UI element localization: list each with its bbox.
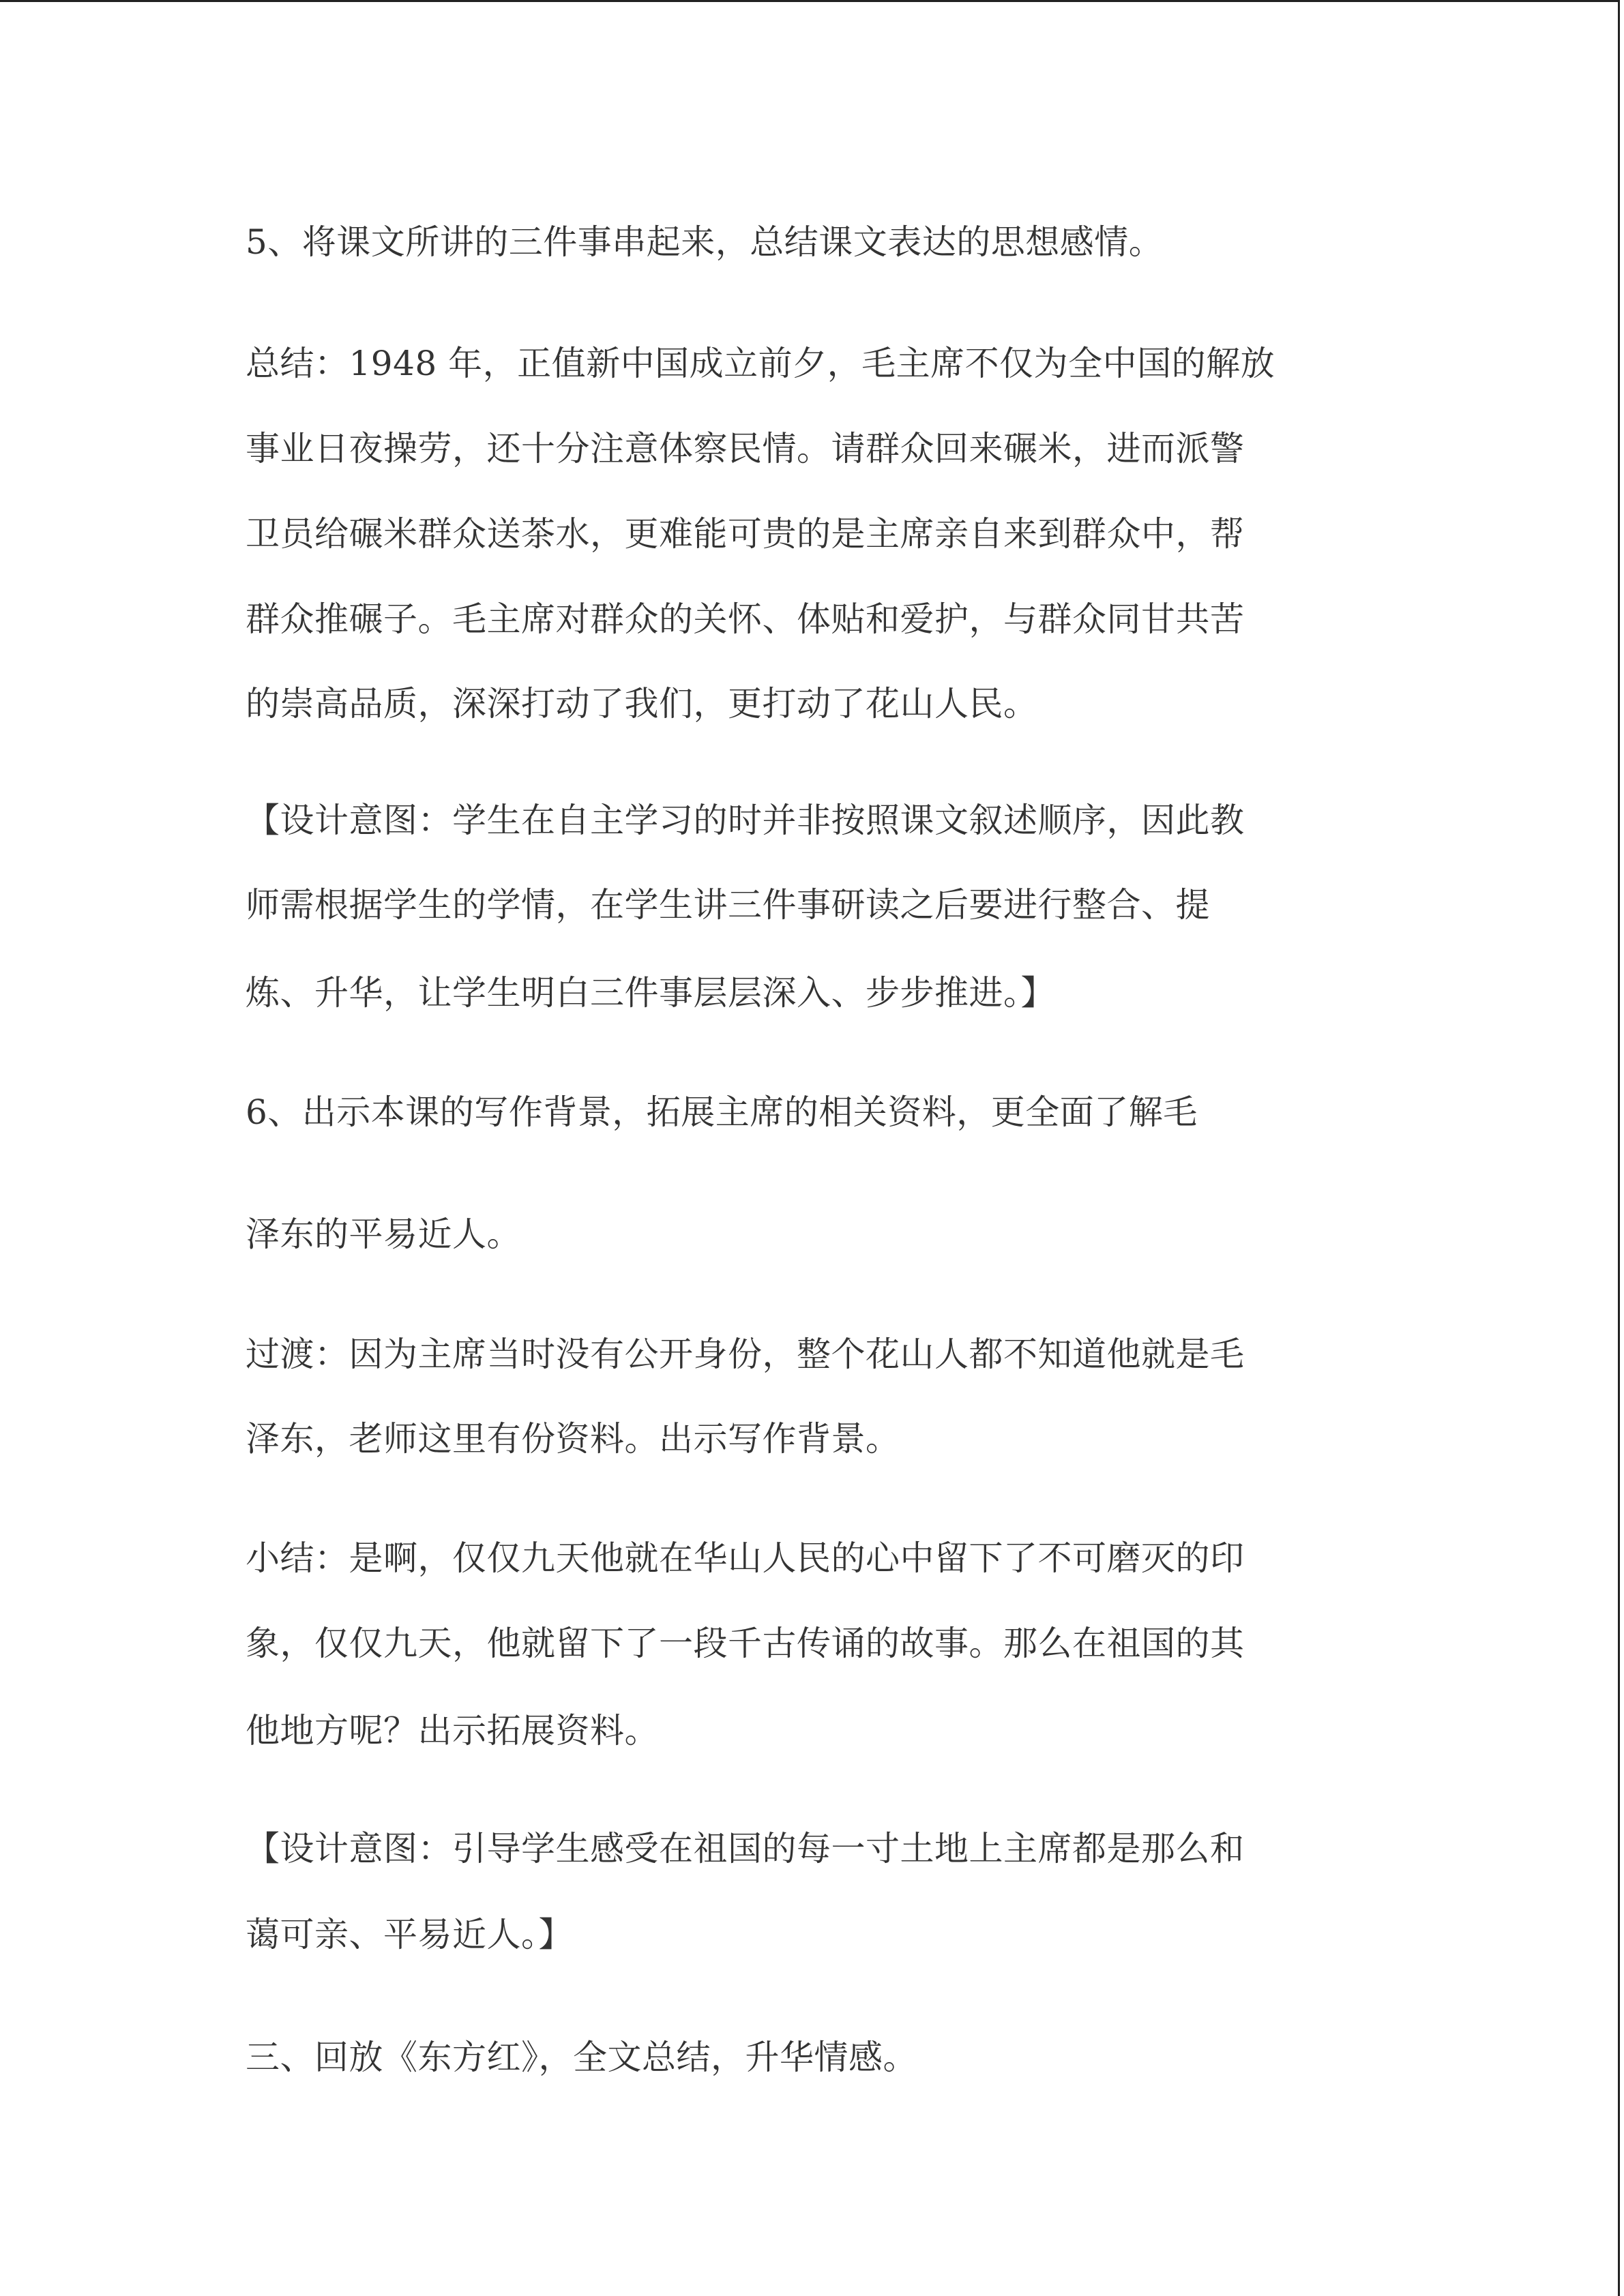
text-line-brief-summary-3: 他地方呢？出示拓展资料。 <box>246 1711 659 1750</box>
text-line-summary-1: 总结：1948 年，正值新中国成立前夕，毛主席不仅为全中国的解放 <box>246 344 1275 383</box>
text-line-step6-a: 6、出示本课的写作背景，拓展主席的相关资料，更全面了解毛 <box>246 1092 1198 1132</box>
text-line-transition-2: 泽东，老师这里有份资料。出示写作背景。 <box>246 1419 900 1459</box>
text-line-design-intent-2a: 【设计意图：引导学生感受在祖国的每一寸土地上主席都是那么和 <box>246 1829 1245 1868</box>
text-line-step5: 5、将课文所讲的三件事串起来，总结课文表达的思想感情。 <box>246 222 1164 262</box>
text-line-design-intent-1a: 【设计意图：学生在自主学习的时并非按照课文叙述顺序，因此教 <box>246 801 1245 840</box>
text-line-step6-b: 泽东的平易近人。 <box>246 1214 521 1254</box>
text-line-brief-summary-1: 小结：是啊，仅仅九天他就在华山人民的心中留下了不可磨灭的印 <box>246 1538 1245 1578</box>
text-line-design-intent-2b: 蔼可亲、平易近人。】 <box>246 1915 573 1954</box>
text-line-design-intent-1c: 炼、升华，让学生明白三件事层层深入、步步推进。】 <box>246 973 1055 1013</box>
text-line-brief-summary-2: 象，仅仅九天，他就留下了一段千古传诵的故事。那么在祖国的其 <box>246 1624 1245 1663</box>
text-line-design-intent-1b: 师需根据学生的学情，在学生讲三件事研读之后要进行整合、提 <box>246 885 1210 925</box>
text-line-section-three: 三、回放《东方红》，全文总结，升华情感。 <box>246 2038 917 2077</box>
text-line-summary-4: 群众推碾子。毛主席对群众的关怀、体贴和爱护，与群众同甘共苦 <box>246 599 1245 639</box>
text-line-summary-2: 事业日夜操劳，还十分注意体察民情。请群众回来碾米，进而派警 <box>246 429 1245 468</box>
text-line-transition-1: 过渡：因为主席当时没有公开身份，整个花山人都不知道他就是毛 <box>246 1335 1245 1374</box>
text-line-summary-5: 的崇高品质，深深打动了我们，更打动了花山人民。 <box>246 684 1038 724</box>
text-line-summary-3: 卫员给碾米群众送茶水，更难能可贵的是主席亲自来到群众中，帮 <box>246 514 1245 554</box>
